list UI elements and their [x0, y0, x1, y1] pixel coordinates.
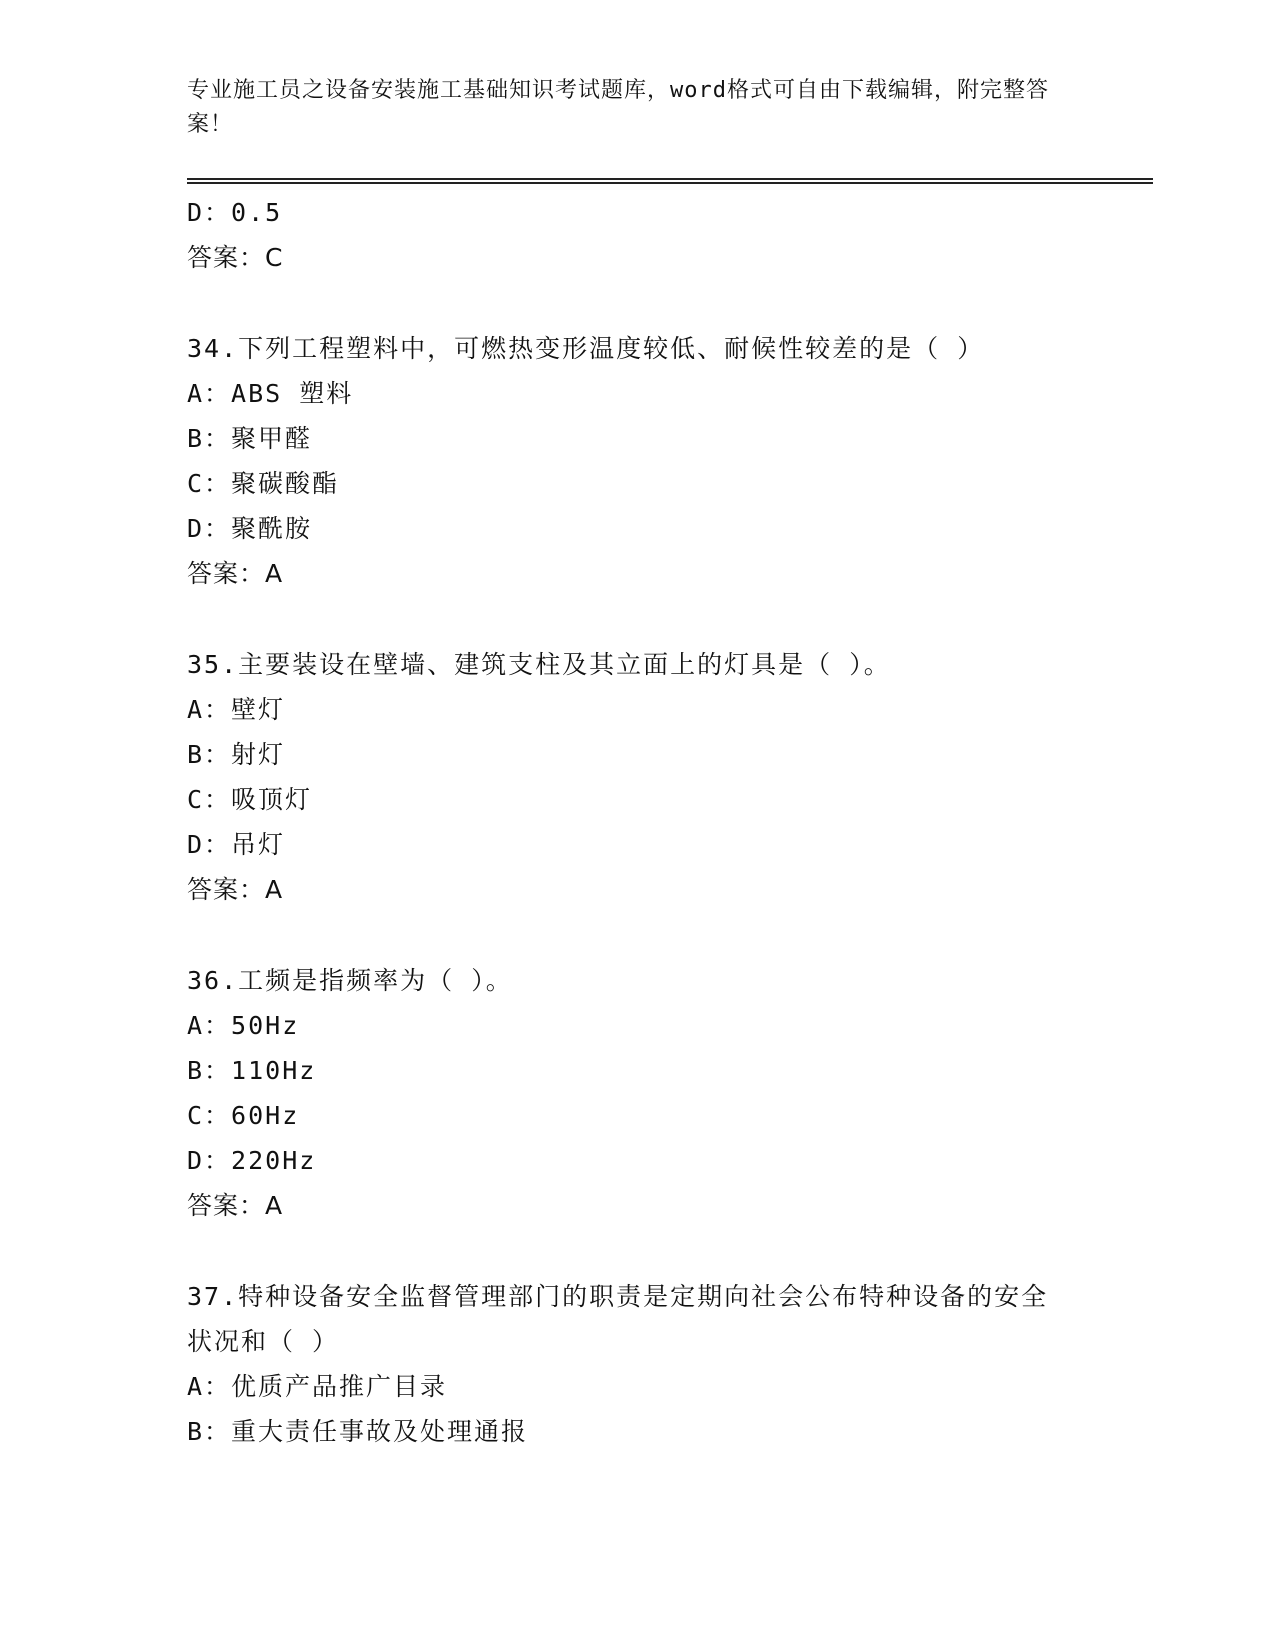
option-d: D：220Hz: [187, 1146, 317, 1175]
question-37: [187, 1274, 1087, 1454]
option-b: B：110Hz: [187, 1056, 317, 1085]
header-rule-bottom: [187, 182, 1153, 184]
option-a: A：50Hz: [187, 1011, 300, 1040]
question-text: 37.特种设备安全监督管理部门的职责是定期向社会公布特种设备的安全状况和（ ）: [187, 1282, 1049, 1356]
answer: 答案：A: [187, 1191, 284, 1220]
page-header: 专业施工员之设备安装施工基础知识考试题库，word格式可自由下载编辑，附完整答案！: [187, 78, 1049, 137]
prev-answer: 答案：C: [187, 243, 284, 272]
question-text: 36.工频是指频率为（ ）。: [187, 966, 513, 995]
answer: 答案：A: [187, 559, 284, 588]
option-a: A：壁灯: [187, 695, 286, 724]
option-b: B：射灯: [187, 740, 286, 769]
option-d: D：吊灯: [187, 830, 286, 859]
prev-option-d: D：0.5: [187, 198, 283, 227]
question-36: [187, 958, 1087, 1228]
option-a: A：ABS 塑料: [187, 379, 354, 408]
option-c: C：吸顶灯: [187, 785, 313, 814]
question-text: 34.下列工程塑料中，可燃热变形温度较低、耐候性较差的是（ ）: [187, 334, 985, 363]
question-35: [187, 642, 1087, 912]
option-d: D：聚酰胺: [187, 514, 313, 543]
option-c: C：60Hz: [187, 1101, 300, 1130]
option-b: B：聚甲醛: [187, 424, 313, 453]
question-content: [187, 190, 1087, 1454]
header-rule-top: [187, 178, 1153, 180]
option-c: C：聚碳酸酯: [187, 469, 340, 498]
question-text: 35.主要装设在壁墙、建筑支柱及其立面上的灯具是（ ）。: [187, 650, 891, 679]
option-b: B：重大责任事故及处理通报: [187, 1417, 529, 1446]
question-34: [187, 326, 1087, 596]
answer: 答案：A: [187, 875, 284, 904]
option-a: A：优质产品推广目录: [187, 1372, 448, 1401]
